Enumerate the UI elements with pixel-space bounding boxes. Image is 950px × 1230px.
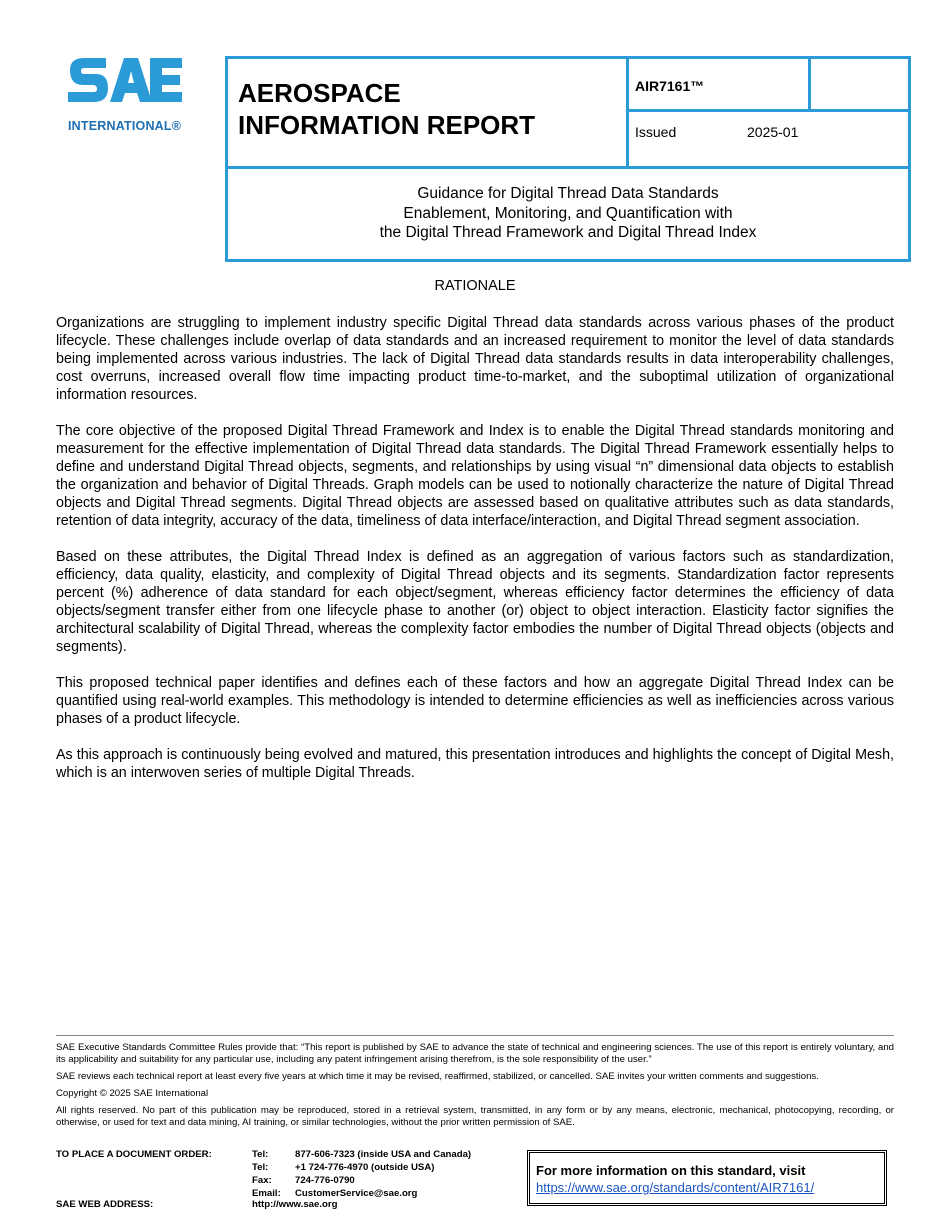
document-type-line1: AEROSPACE	[238, 78, 401, 108]
document-number: AIR7161™	[635, 78, 705, 94]
section-heading: RATIONALE	[434, 278, 516, 294]
body-paragraph: Organizations are struggling to implement industry specific Digital Thread data standards across various phases of the product lifecycle. These challenges include overlap of data standards and an increased requirement to monitor the level of data standards being implemented across various industries. The lack of Digital Thread data standards results in data interoperability challenges, cost overruns, increased overall flow time impacting product time-to-market, and the suboptimal utilization of organizational information resources.	[56, 315, 894, 403]
rationale-body	[56, 314, 894, 800]
standard-link[interactable]: https://www.sae.org/standards/content/AIR7161/	[536, 1180, 815, 1195]
footer-notice: SAE reviews each technical report at least every five years at which time it may be revised, reaffirmed, stabilized, or cancelled. SAE invites your written comments and suggestions.	[56, 1071, 819, 1082]
copyright-notice: Copyright © 2025 SAE International	[56, 1088, 209, 1099]
sae-logo-mark	[66, 56, 184, 118]
document-title-line: the Digital Thread Framework and Digital Thread Index	[379, 224, 757, 241]
body-paragraph: As this approach is continuously being evolved and matured, this presentation introduces and highlights the concept of Digital Mesh, which is an interwoven series of multiple Digital Threads.	[56, 747, 894, 781]
document-type	[238, 77, 535, 141]
issued-date: 2025-01	[747, 124, 799, 140]
contact-value: +1 724-776-4970 (outside USA)	[295, 1162, 435, 1173]
document-type-line2: INFORMATION REPORT	[238, 110, 536, 140]
footer-notices	[56, 1035, 894, 1134]
contact-value: 724-776-0790	[295, 1175, 355, 1186]
web-address[interactable]: http://www.sae.org	[252, 1199, 338, 1210]
body-paragraph: The core objective of the proposed Digital Thread Framework and Index is to enable the Digital Thread standards monitoring and measurement for the effective implementation of Digital Thread data standards. The Digital Thread Framework essentially helps to define and understand Digital Thread objects, segments, and relationships by using visual “n” dimensional data objects to establish the organization and behavior of Digital Threads. Graph models can be used to notionally characterize the nature of Digital Thread objects and Digital Thread segments. Digital Thread objects are assessed based on qualitative attributes such as data standards, retention of data integrity, accuracy of the data, timeliness of data interface/interaction, and Digital Thread segment association.	[56, 423, 894, 529]
header-divider	[228, 166, 908, 169]
contact-key: Email:	[252, 1188, 281, 1199]
contact-key: Tel:	[252, 1149, 269, 1160]
document-title-line: Enablement, Monitoring, and Quantification with	[403, 204, 733, 222]
order-label: TO PLACE A DOCUMENT ORDER:	[56, 1149, 212, 1160]
sae-logo-subtitle: INTERNATIONAL®	[68, 119, 182, 133]
more-info-text: For more information on this standard, visit	[536, 1163, 806, 1178]
contact-value: 877-606-7323 (inside USA and Canada)	[295, 1149, 472, 1160]
rights-notice: All rights reserved. No part of this publication may be reproduced, stored in a retrieval system, transmitted, in any form or by any means, electronic, mechanical, photocopying, recording, or otherwise, or used for text and data mining, AI training, or similar technologies, without the prior written permission of SAE.	[56, 1105, 894, 1128]
body-paragraph: This proposed technical paper identifies and defines each of these factors and how an aggregate Digital Thread Index can be quantified using real-world examples. This methodology is intended to determine efficiencies as well as inefficiencies across various phases of a product lifecycle.	[56, 675, 894, 727]
document-title-line: Guidance for Digital Thread Data Standards	[417, 185, 719, 202]
header-divider	[626, 59, 629, 166]
more-info-box	[527, 1150, 887, 1206]
footer-rule	[56, 1035, 894, 1036]
web-address-label: SAE WEB ADDRESS:	[56, 1199, 154, 1210]
contact-key: Fax:	[252, 1175, 272, 1186]
document-title	[228, 184, 908, 243]
body-paragraph: Based on these attributes, the Digital Thread Index is defined as an aggregation of various factors such as standardization, efficiency, data quality, elasticity, and complexity of Digital Thread objects and its segments. Standardization factor represents percent (%) adherence of data standard for each object/segment, whereas efficiency factor determines the efficiency of data objects/segment transfer either from one lifecycle phase to another (or) object to object interaction. Elasticity factor signifies the architectural scalability of Digital Thread, whereas the complexity factor embodies the number of Digital Thread objects (objects and segments).	[56, 549, 894, 655]
contact-key: Tel:	[252, 1162, 269, 1173]
contact-email[interactable]: CustomerService@sae.org	[295, 1188, 418, 1199]
header-divider	[626, 109, 908, 112]
footer-notice: SAE Executive Standards Committee Rules provide that: “This report is published by SAE to advance the state of technical and engineering sciences. The use of this report is entirely voluntary, and its applicability and suitability for any particular use, including any patent infringement arising therefrom, is the sole responsibility of the user.”	[56, 1042, 894, 1065]
header-divider	[808, 59, 811, 109]
report-header-box	[225, 56, 911, 262]
sae-logo	[66, 56, 192, 136]
issued-label: Issued	[635, 124, 677, 140]
